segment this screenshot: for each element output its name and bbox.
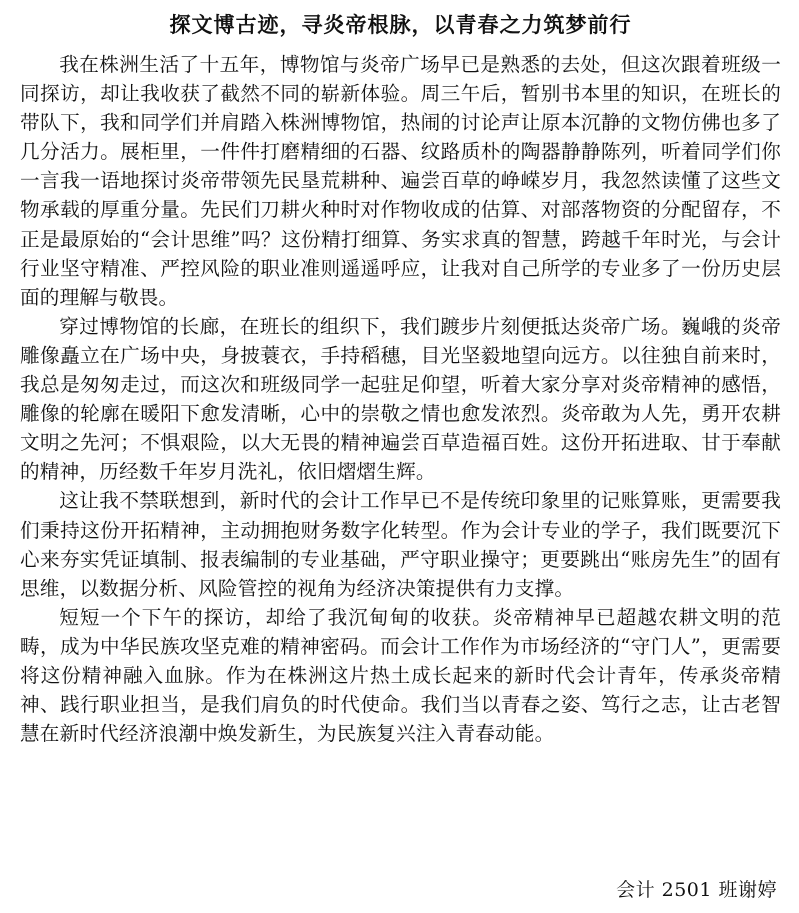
article-title: 探文博古迹，寻炎帝根脉，以青春之力筑梦前行 <box>169 13 632 37</box>
paragraph-museum-visit: 我在株洲生活了十五年，博物馆与炎帝广场早已是熟悉的去处，但这次跟着班级一同探访，却让我收获了截然不同的崭新体验。周三午后，暂别书本里的知识，在班长的带队下，我和同学们并肩踏入株洲博物馆，热闹的讨论声让原本沉静的文物仿佛也多了几分活力。展柜里，一件件打磨精细的石器、纹路质朴的陶器静静陈列，听着同学们你一言我一语地探讨炎帝带领先民垦荒耕种、遍尝百草的峥嵘岁月，我忽然读懂了这些文物承载的厚重分量。先民们刀耕火种时对作物收成的估算、对部落物资的分配留存，不正是最原始的“会计思维”吗？这份精打细算、务实求真的智慧，跨越千年时光，与会计行业坚守精准、严控风险的职业准则遥遥呼应，让我对自己所学的专业多了一份历史层面的理解与敬畏。 <box>20 53 781 309</box>
paragraph-accounting-reflection: 这让我不禁联想到，新时代的会计工作早已不是传统印象里的记账算账，更需要我们秉持这份开拓精神，主动拥抱财务数字化转型。作为会计专业的学子，我们既要沉下心来夯实凭证填制、报表编制的专业基础，严守职业操守；更要跳出“账房先生”的固有思维，以数据分析、风险管控的视角为经济决策提供有力支撑。 <box>20 489 781 600</box>
paragraph-yandi-square: 穿过博物馆的长廊，在班长的组织下，我们踱步片刻便抵达炎帝广场。巍峨的炎帝雕像矗立在广场中央，身披蓑衣，手持稻穗，目光坚毅地望向远方。以往独自前来时，我总是匆匆走过，而这次和班级同学一起驻足仰望，听着大家分享对炎帝精神的感悟，雕像的轮廓在暖阳下愈发清晰，心中的崇敬之情也愈发浓烈。炎帝敢为人先，勇开农耕文明之先河；不惧艰险，以大无畏的精神遍尝百草造福百姓。这份开拓进取、甘于奉献的精神，历经数千年岁月洗礼，依旧熠熠生辉。 <box>20 314 781 484</box>
paragraph-conclusion: 短短一个下午的探访，却给了我沉甸甸的收获。炎帝精神早已超越农耕文明的范畴，成为中华民族攻坚克难的精神密码。而会计工作作为市场经济的“守门人”，更需要将这份精神融入血脉。作为在株洲这片热土成长起来的新时代会计青年，传承炎帝精神、践行职业担当，是我们肩负的时代使命。我们当以青春之姿、笃行之志，让古老智慧在新时代经济浪潮中焕发新生，为民族复兴注入青春动能。 <box>20 605 781 746</box>
author-signature: 会计 2501 班谢婷 <box>616 879 777 901</box>
article-body <box>20 50 781 748</box>
